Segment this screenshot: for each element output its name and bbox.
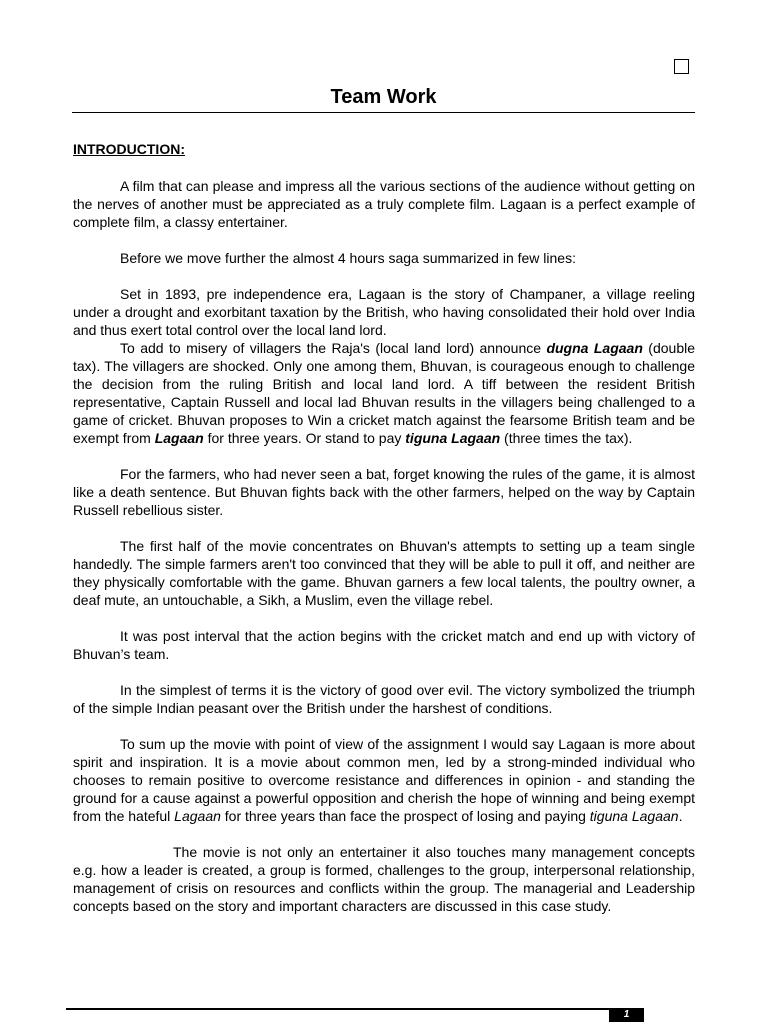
- footer-divider: [66, 1008, 644, 1010]
- paragraph: The movie is not only an entertainer it also touches many management concepts e.g. how a leader is created, a group is formed, challenges to the group, interpersonal relationship, management of crisis on resources and conflicts within the group. The managerial and Leadership concepts based on the story and important characters are discussed in this case study.: [73, 844, 695, 914]
- title-divider: [72, 112, 695, 113]
- emphasis-text: dugna Lagaan: [546, 340, 643, 356]
- emphasis-text: tiguna Lagaan: [405, 430, 501, 446]
- paragraph: In the simplest of terms it is the victory of good over evil. The victory symbolized the triumph of the simple Indian peasant over the British under the harshest of conditions.: [73, 682, 695, 716]
- page-number: 1: [609, 1008, 644, 1022]
- paragraph: It was post interval that the action begins with the cricket match and end up with victory of Bhuvan’s team.: [73, 628, 695, 662]
- paragraph: A film that can please and impress all the various sections of the audience without getting on the nerves of another must be appreciated as a truly complete film. Lagaan is a perfect example of complete film, a classy entertainer.: [73, 178, 695, 230]
- paragraph-text: .: [678, 808, 683, 824]
- paragraph: Before we move further the almost 4 hours saga summarized in few lines:: [120, 250, 576, 266]
- paragraph: Set in 1893, pre independence era, Lagaan is the story of Champaner, a village reeling under a drought and exorbitant taxation by the British, who having consolidated their hold over India and thus exert total control over the local land lord.: [73, 286, 695, 338]
- section-heading: INTRODUCTION:: [73, 141, 185, 157]
- paragraph: [73, 339, 695, 447]
- paragraph-text: To add to misery of villagers the Raja's (local land lord) announce: [120, 340, 547, 356]
- document-body: [73, 177, 695, 933]
- paragraph: For the farmers, who had never seen a bat, forget knowing the rules of the game, it is almost like a death sentence. But Bhuvan fights back with the other farmers, helped on the way by Captain Russell rebellious sister.: [73, 466, 695, 518]
- paragraph-text: (double tax). The villagers are shocked. Only one among them, Bhuvan, is courageous enough to challenge the decision from the ruling British and local land lord. A tiff between the resident British representative, Captain Russell and local lad Bhuvan results in the villagers being challenged to a game of cricket. Bhuvan proposes to Win a cricket match against the fearsome British team and be exempt from: [73, 340, 696, 446]
- page-title: Team Work: [330, 86, 437, 108]
- paragraph-text: To sum up the movie with point of view of the assignment I would say Lagaan is more about spirit and inspiration. It is a movie about common men, led by a strong-minded individual who chooses to remain positive to overcome resistance and differences in opinion - and standing the ground for a cause against a powerful opposition and cherish the hope of winning and being exempt from the hateful: [73, 736, 695, 824]
- paragraph: [73, 735, 695, 825]
- emphasis-text: Lagaan: [174, 808, 221, 824]
- paragraph: The first half of the movie concentrates on Bhuvan's attempts to setting up a team single handedly. The simple farmers aren't too convinced that they will be able to pull it off, and neither are they physically comfortable with the game. Bhuvan garners a few local talents, the poultry owner, a deaf mute, an untouchable, a Sikh, a Muslim, even the village rebel.: [73, 538, 695, 608]
- emphasis-text: Lagaan: [154, 430, 204, 446]
- paragraph-text: (three times the tax).: [500, 430, 633, 446]
- paragraph-text: for three years. Or stand to pay: [203, 430, 406, 446]
- checkbox[interactable]: [674, 59, 689, 74]
- paragraph-text: for three years than face the prospect of losing and paying: [220, 808, 590, 824]
- emphasis-text: tiguna Lagaan: [589, 808, 679, 824]
